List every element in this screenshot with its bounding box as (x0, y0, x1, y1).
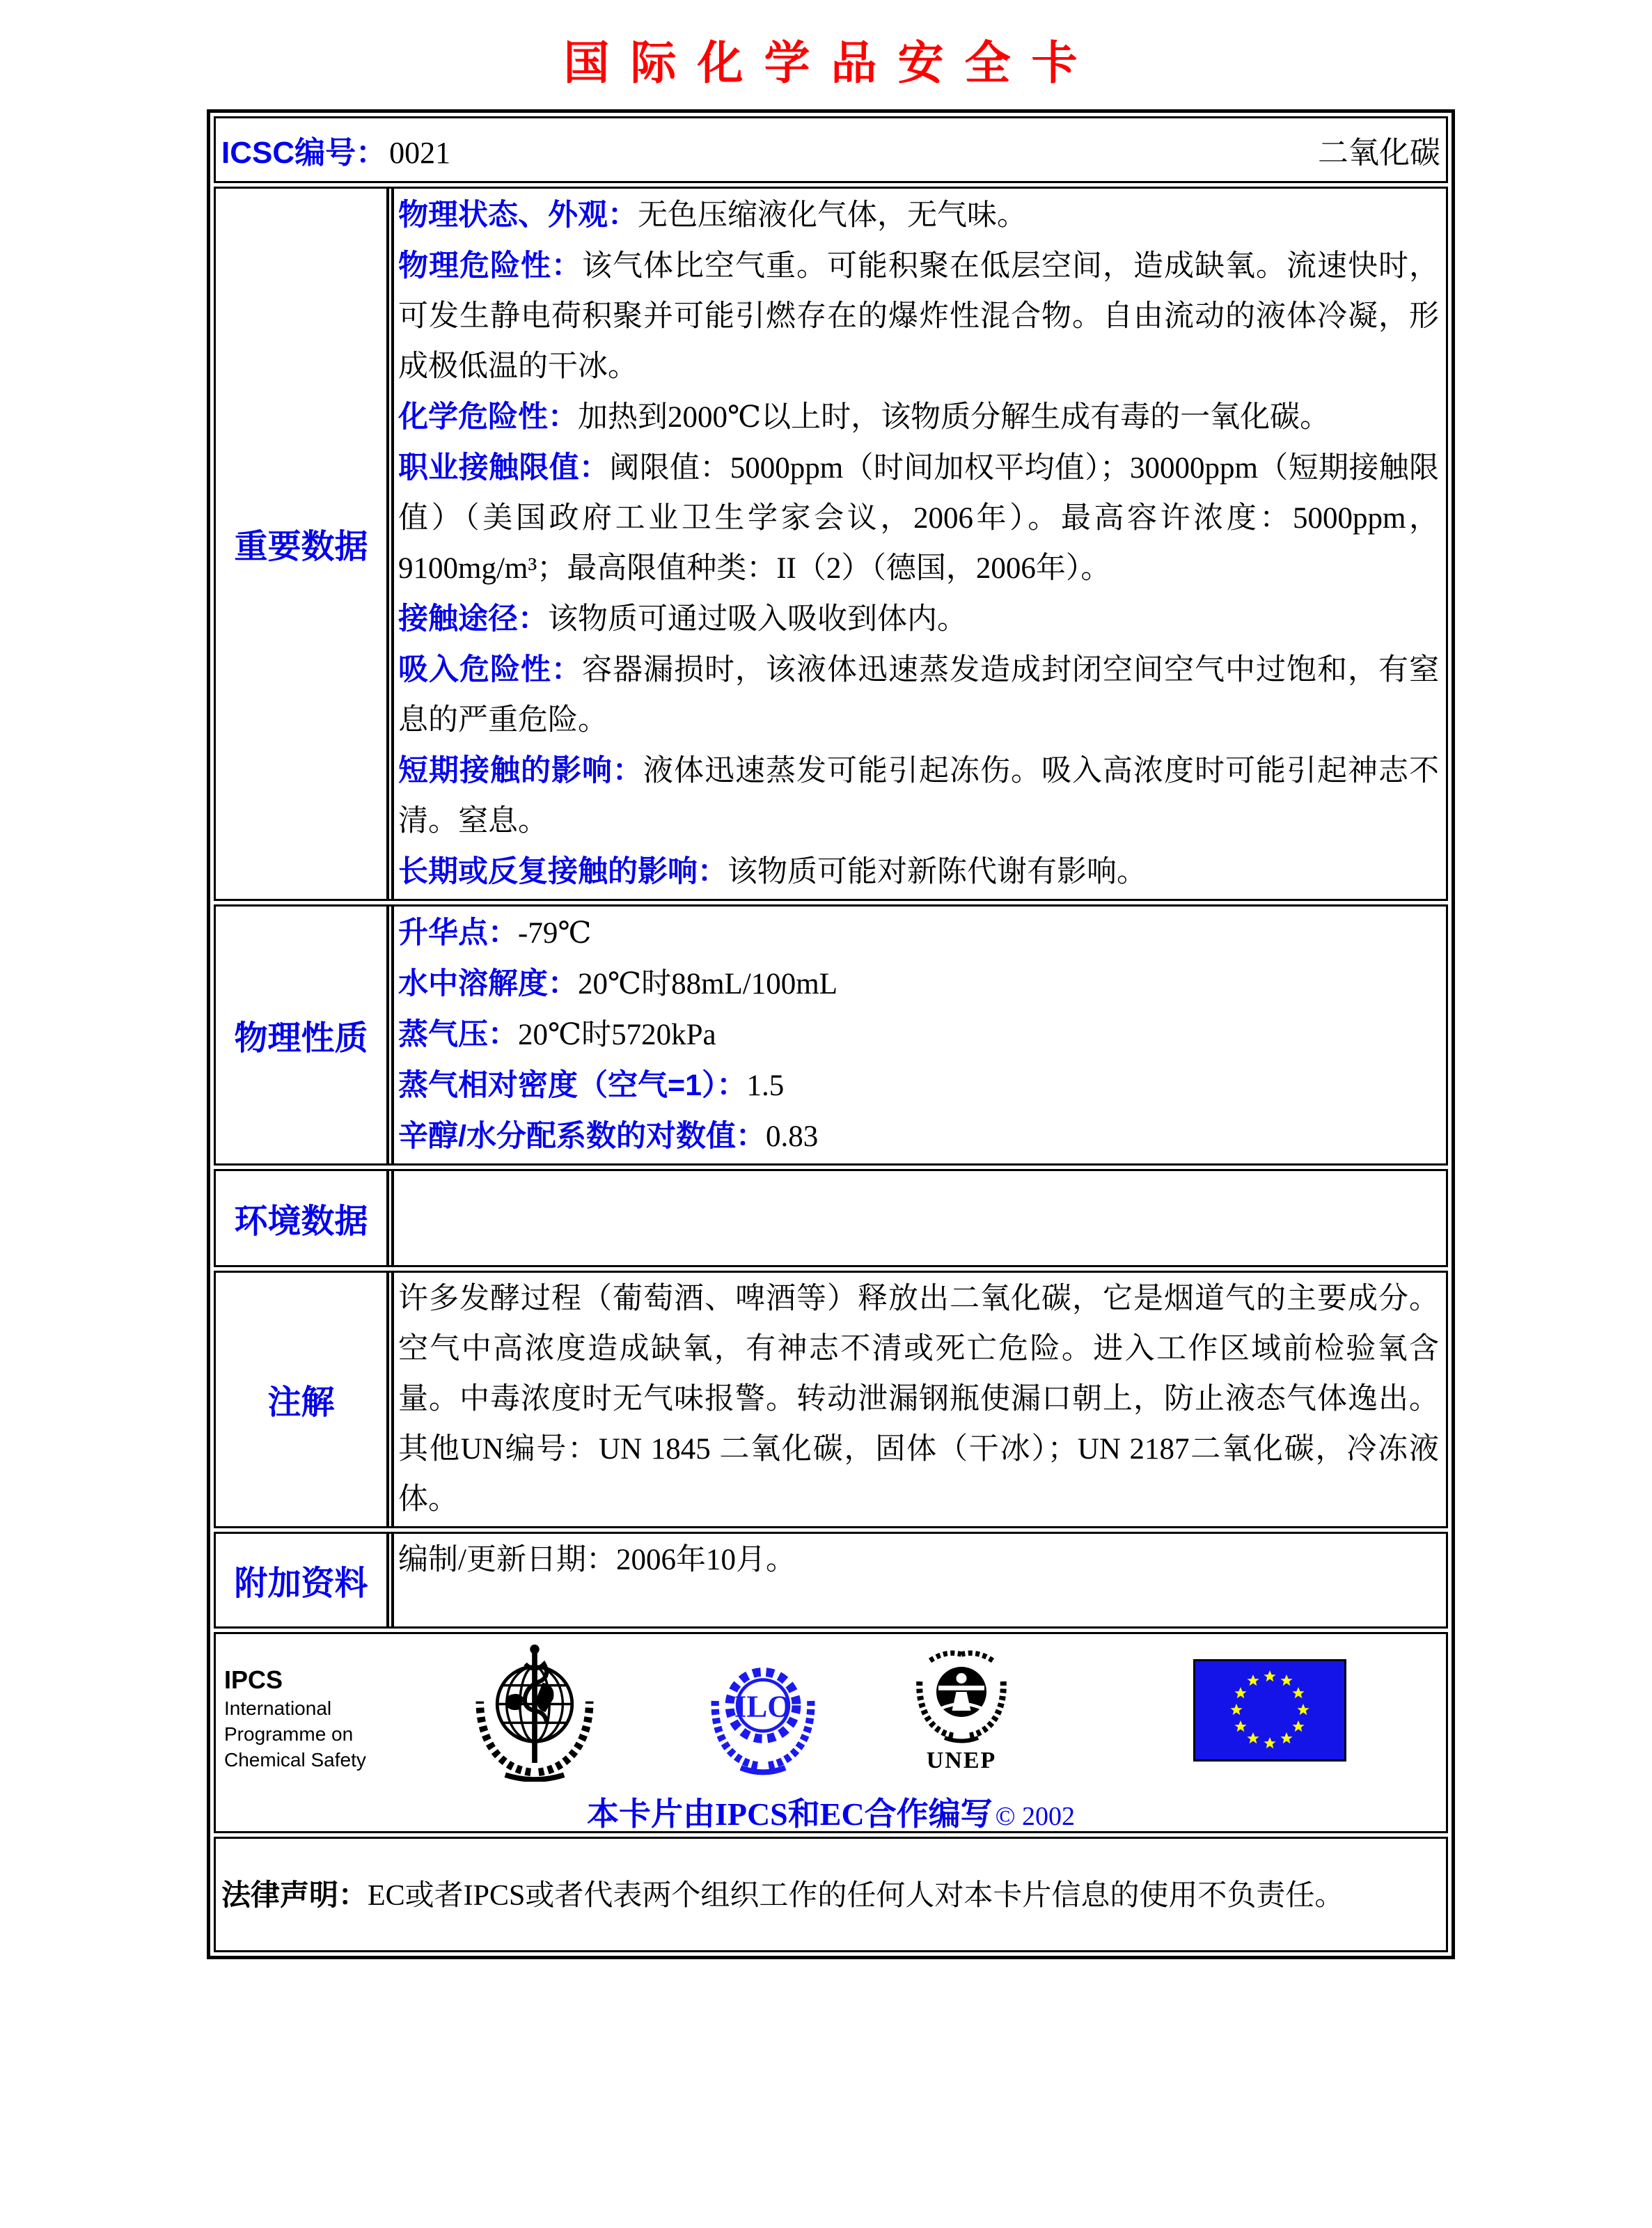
caption-year: © 2002 (995, 1801, 1076, 1831)
unep-logo-icon (909, 1644, 1014, 1774)
item-physical-danger: 物理危险性：该气体比空气重。可能积聚在低层空间，造成缺氧。流速快时，可发生静电荷积聚并可能引燃存在的爆炸性混合物。自由流动的液体冷凝，形成极低温的干冰。 (398, 249, 1439, 383)
ilo-letters: ILO (734, 1688, 792, 1723)
ilo-logo-icon (707, 1647, 819, 1781)
icsc-number-value: 0021 (389, 135, 451, 170)
item-occupational-limits: 职业接触限值：阈限值：5000ppm（时间加权平均值）；30000ppm（短期接触限值）（美国政府工业卫生学家会议，2006年）。最高容许浓度：5000ppm，9100mg/m³；最高限值种类：II（2）（德国，2006年）。 (398, 450, 1439, 585)
item-water-solubility: 水中溶解度：20℃时88mL/100mL (398, 966, 837, 1001)
item-vapor-pressure: 蒸气压：20℃时5720kPa (398, 1017, 716, 1051)
icsc-number-label: ICSC编号： (221, 135, 387, 170)
item-long-term-effects: 长期或反复接触的影响：该物质可能对新陈代谢有影响。 (398, 854, 1147, 888)
section-logos (214, 1632, 1448, 1833)
additional-info-text: 编制/更新日期：2006年10月。 (398, 1543, 796, 1576)
notes-content (391, 1273, 1446, 1526)
row-label-cell (216, 1273, 389, 1526)
additional-info-content (391, 1534, 1446, 1626)
item-chemical-danger: 化学危险性：加热到2000℃以上时，该物质分解生成有毒的一氧化碳。 (398, 400, 1330, 434)
row-label-cell (216, 1534, 389, 1626)
legal-statement (221, 1875, 1439, 1916)
item-vapor-density: 蒸气相对密度（空气=1）：1.5 (398, 1068, 785, 1102)
row-label: 物理性质 (234, 1019, 368, 1057)
ipcs-line1: International (224, 1697, 332, 1719)
row-label: 重要数据 (234, 528, 368, 566)
environmental-data-content (391, 1171, 1446, 1265)
unep-wordmark: UNEP (926, 1747, 997, 1773)
item-short-term-effects: 短期接触的影响：液体迅速蒸发可能引起冻伤。吸入高浓度时可能引起神志不清。窒息。 (398, 753, 1439, 838)
row-label-cell (216, 907, 389, 1163)
row-label: 附加资料 (234, 1564, 368, 1602)
ipcs-line2: Programme on (224, 1723, 354, 1745)
section-additional-info (214, 1532, 1448, 1629)
eu-flag-icon (1193, 1659, 1346, 1765)
notes-text: 许多发酵过程（葡萄酒、啤酒等）释放出二氧化碳，它是烟道气的主要成分。空气中高浓度造成缺氧，有神志不清或死亡危险。进入工作区域前检验氧含量。中毒浓度时无气味报警。转动泄漏钢瓶使漏口朝上，防止液态气体逸出。其他UN编号：UN 1845 二氧化碳，固体（干冰）；UN 2187二氧化碳，冷冻液体。 (398, 1282, 1439, 1516)
who-logo-icon (468, 1642, 601, 1785)
row-label: 环境数据 (234, 1202, 368, 1240)
ipcs-line3: Chemical Safety (224, 1748, 366, 1771)
legal-label: 法律声明： (221, 1878, 368, 1911)
item-exposure-routes: 接触途径：该物质可通过吸入吸收到体内。 (398, 602, 967, 636)
page-title: 国际化学品安全卡 (563, 38, 1099, 89)
icsc-number-group (221, 127, 450, 172)
item-inhalation-risk: 吸入危险性：容器漏损时，该液体迅速蒸发造成封闭空间空气中过饱和，有窒息的严重危险。 (398, 652, 1439, 737)
section-important-data (214, 187, 1448, 901)
section-notes (214, 1271, 1448, 1528)
item-physical-state: 物理状态、外观：无色压缩液化气体，无气味。 (398, 198, 1027, 232)
ipcs-acronym: IPCS (224, 1665, 283, 1694)
cooperation-caption (216, 1789, 1446, 1835)
row-label: 注解 (267, 1384, 335, 1422)
section-environmental-data (214, 1169, 1448, 1267)
row-label-cell (216, 189, 389, 899)
important-data-content (391, 189, 1446, 899)
chemical-name: 二氧化碳 (1318, 135, 1440, 170)
section-legal (214, 1837, 1448, 1952)
item-logp: 辛醇/水分配系数的对数值：0.83 (398, 1119, 819, 1153)
item-sublimation-point: 升华点：-79℃ (398, 916, 592, 950)
physical-properties-content (391, 907, 1446, 1163)
icsc-card (207, 109, 1455, 1959)
caption-text: 本卡片由IPCS和EC合作编写 (586, 1796, 993, 1832)
row-label-cell (216, 1171, 389, 1265)
header-row (214, 116, 1448, 183)
ipcs-text-block (224, 1665, 366, 1773)
legal-text: EC或者IPCS或者代表两个组织工作的任何人对本卡片信息的使用不负责任。 (368, 1879, 1344, 1912)
section-physical-properties (214, 904, 1448, 1166)
